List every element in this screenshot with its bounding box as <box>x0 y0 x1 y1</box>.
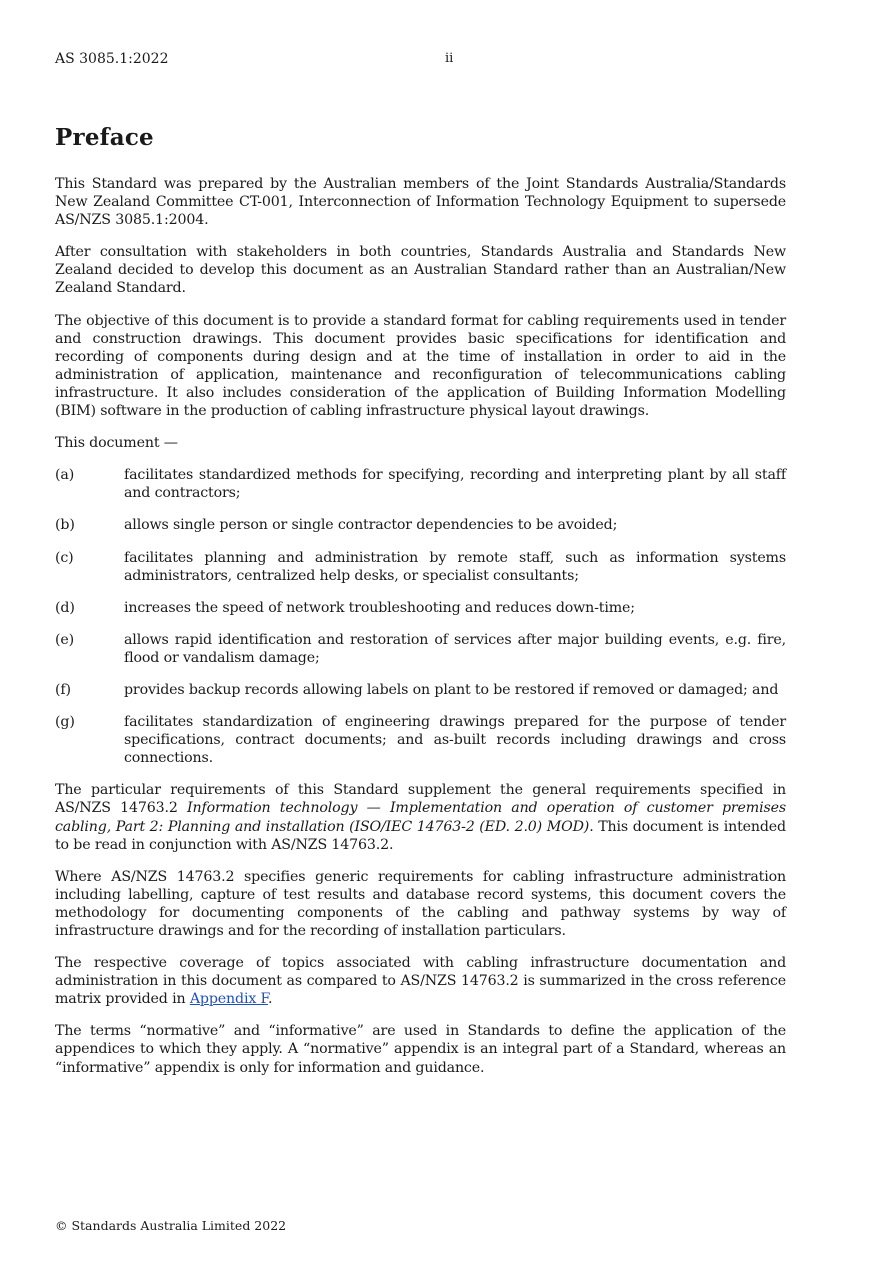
referenced-standard-title: Information technology — Implementation and operation of customer premises cabling, Part 2: Planning and installation (ISO/IEC 14763-2 (ED. 2.0) MOD) <box>55 800 786 835</box>
page-title: Preface <box>55 124 154 151</box>
document-id: AS 3085.1:2022 <box>55 51 169 67</box>
paragraph-list-intro: This document — <box>55 435 178 452</box>
list-item <box>55 549 786 585</box>
paragraph-prepared-by: This Standard was prepared by the Australian members of the Joint Standards Australia/Standards New Zealand Committee CT-001, Interconnection of Information Technology Equipment to supersede AS/NZS 3085.1:2004. <box>55 176 786 229</box>
paragraph-terms: The terms “normative” and “informative” are used in Standards to define the application of the appendices to which they apply. A “normative” appendix is an integral part of a Standard, whereas an “informative” appendix is only for information and guidance. <box>55 1023 786 1076</box>
benefits-list <box>55 466 786 767</box>
list-item <box>55 516 786 534</box>
list-marker: (c) <box>55 549 74 566</box>
preface-body <box>55 175 786 1091</box>
list-text: increases the speed of network troubleshooting and reduces down-time; <box>124 599 635 616</box>
list-item <box>55 713 786 767</box>
paragraph-coverage <box>55 954 786 1008</box>
paragraph-objective: The objective of this document is to provide a standard format for cabling requirements used in tender and construction drawings. This document provides basic specifications for identification and recording of components during design and at the time of installation in order to aid in the administration of application, maintenance and reconfiguration of telecommunications cabling infrastructure. It also includes consideration of the application of Building Information Modelling (BIM) software in the production of cabling infrastructure physical layout drawings. <box>55 312 786 420</box>
list-marker: (b) <box>55 517 75 534</box>
list-marker: (f) <box>55 681 71 698</box>
list-text: facilitates standardized methods for specifying, recording and interpreting plant by all staff and contractors; <box>124 467 786 502</box>
coverage-text-before: The respective coverage of topics associated with cabling infrastructure documentation and administration in this document as compared to AS/NZS 14763.2 is summarized in the cross reference matrix provided in <box>55 955 786 1008</box>
list-text: facilitates planning and administration by remote staff, such as information systems administrators, centralized help desks, or specialist consultants; <box>124 549 786 584</box>
paragraph-consultation: After consultation with stakeholders in both countries, Standards Australia and Standards New Zealand decided to develop this document as an Australian Standard rather than an Australian/New Zealand Standard. <box>55 244 786 297</box>
list-text: facilitates standardization of engineering drawings prepared for the purpose of tender specifications, contract documents; and as-built records including drawings and cross connections. <box>124 714 786 767</box>
paragraph-supplement <box>55 781 786 853</box>
coverage-text-after: . <box>268 991 273 1008</box>
list-text: allows rapid identification and restoration of services after major building events, e.g. fire, flood or vandalism damage; <box>124 631 786 666</box>
supplement-text-before: The particular requirements of this Standard supplement the general requirements specified in AS/NZS 14763.2 <box>55 782 786 817</box>
appendix-f-link[interactable]: Appendix F <box>189 991 269 1008</box>
list-marker: (e) <box>55 631 75 648</box>
list-text: allows single person or single contractor dependencies to be avoided; <box>124 517 618 534</box>
paragraph-where: Where AS/NZS 14763.2 specifies generic requirements for cabling infrastructure administration including labelling, capture of test results and database record systems, this document covers the methodology for documenting components of the cabling and pathway systems by way of infrastructure drawings and for the recording of installation particulars. <box>55 868 786 939</box>
supplement-text-after: . This document is intended to be read in conjunction with AS/NZS 14763.2. <box>55 818 786 853</box>
page-number: ii <box>445 51 454 66</box>
page-header <box>55 51 786 71</box>
list-marker: (a) <box>55 467 75 484</box>
copyright-footer: © Standards Australia Limited 2022 <box>55 1218 287 1233</box>
list-marker: (d) <box>55 599 75 616</box>
list-item <box>55 466 786 502</box>
list-marker: (g) <box>55 714 75 731</box>
list-text: provides backup records allowing labels on plant to be restored if removed or damaged; and <box>124 681 779 698</box>
list-item <box>55 681 786 699</box>
list-item <box>55 631 786 667</box>
list-item <box>55 599 786 617</box>
